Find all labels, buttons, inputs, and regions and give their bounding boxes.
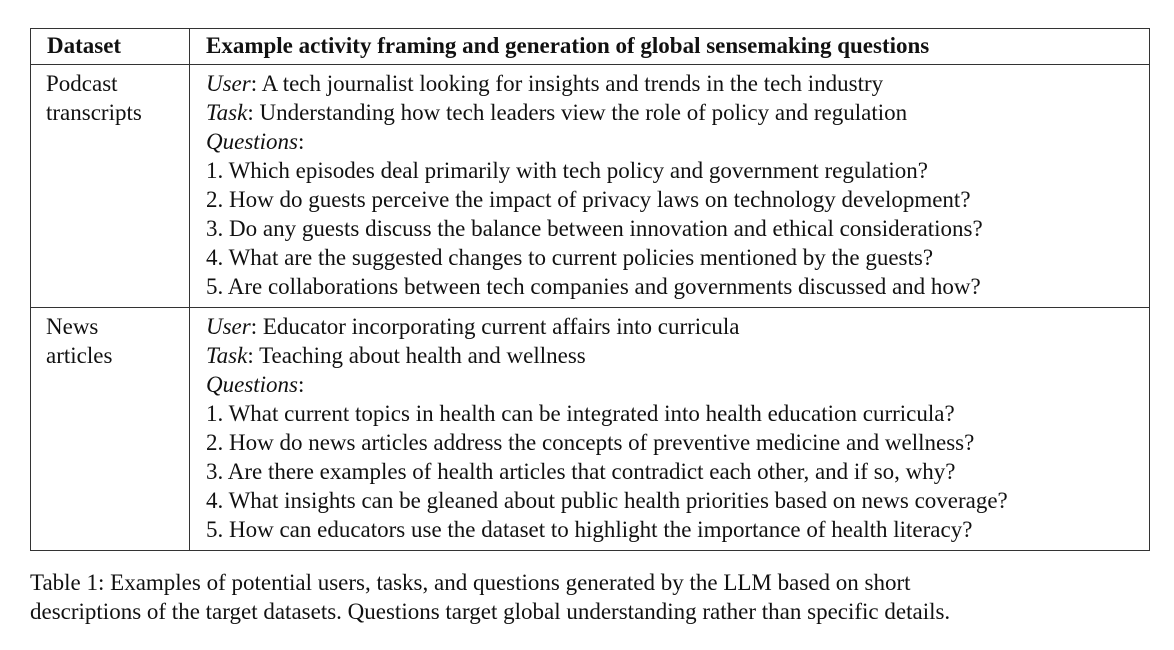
task-line: [206, 341, 1143, 370]
user-text: : A tech journalist looking for insights and trends in the tech industry: [250, 71, 884, 96]
task-text: : Teaching about health and wellness: [247, 343, 586, 368]
table-header-row: [31, 29, 1150, 65]
header-framing: Example activity framing and generation of global sensemaking questions: [190, 29, 1150, 65]
user-label: User: [206, 71, 251, 96]
table-caption: [30, 568, 1140, 626]
question-item: 2. How do guests perceive the impact of privacy laws on technology development?: [206, 187, 971, 212]
question-item: 3. Do any guests discuss the balance between innovation and ethical considerations?: [206, 216, 983, 241]
question-item: 4. What are the suggested changes to current policies mentioned by the guests?: [206, 245, 934, 270]
question-item: 1. What current topics in health can be integrated into health education curricula?: [206, 401, 955, 426]
question-item: 1. Which episodes deal primarily with tech policy and government regulation?: [206, 158, 928, 183]
examples-table: [30, 28, 1150, 551]
questions-label: Questions: [206, 372, 298, 397]
dataset-cell: [31, 65, 190, 308]
task-line: [206, 98, 1143, 127]
dataset-name-line: News: [46, 314, 99, 339]
task-text: : Understanding how tech leaders view the role of policy and regulation: [247, 100, 908, 125]
task-label: Task: [206, 343, 248, 368]
questions-line: [206, 370, 1143, 399]
question-item: 3. Are there examples of health articles that contradict each other, and if so, why?: [206, 459, 956, 484]
user-line: [206, 69, 1143, 98]
framing-cell: [190, 308, 1150, 551]
questions-colon: :: [298, 372, 305, 397]
table-row: [31, 308, 1150, 551]
dataset-name-line: transcripts: [46, 100, 142, 125]
questions-line: [206, 127, 1143, 156]
framing-cell: [190, 65, 1150, 308]
table-container: [30, 28, 1149, 551]
questions-label: Questions: [206, 129, 298, 154]
caption-line: descriptions of the target datasets. Questions target global understanding rather than specific details.: [30, 599, 951, 624]
dataset-name-line: Podcast: [46, 71, 118, 96]
header-dataset: Dataset: [31, 29, 190, 65]
user-line: [206, 312, 1143, 341]
question-item: 4. What insights can be gleaned about public health priorities based on news coverage?: [206, 488, 1008, 513]
table-row: [31, 65, 1150, 308]
user-label: User: [206, 314, 251, 339]
dataset-name-line: articles: [46, 343, 113, 368]
user-text: : Educator incorporating current affairs into curricula: [250, 314, 740, 339]
question-item: 2. How do news articles address the concepts of preventive medicine and wellness?: [206, 430, 975, 455]
caption-line: Table 1: Examples of potential users, tasks, and questions generated by the LLM based on short: [30, 570, 911, 595]
question-item: 5. How can educators use the dataset to highlight the importance of health literacy?: [206, 517, 973, 542]
questions-colon: :: [298, 129, 305, 154]
question-item: 5. Are collaborations between tech companies and governments discussed and how?: [206, 274, 981, 299]
task-label: Task: [206, 100, 248, 125]
dataset-cell: [31, 308, 190, 551]
